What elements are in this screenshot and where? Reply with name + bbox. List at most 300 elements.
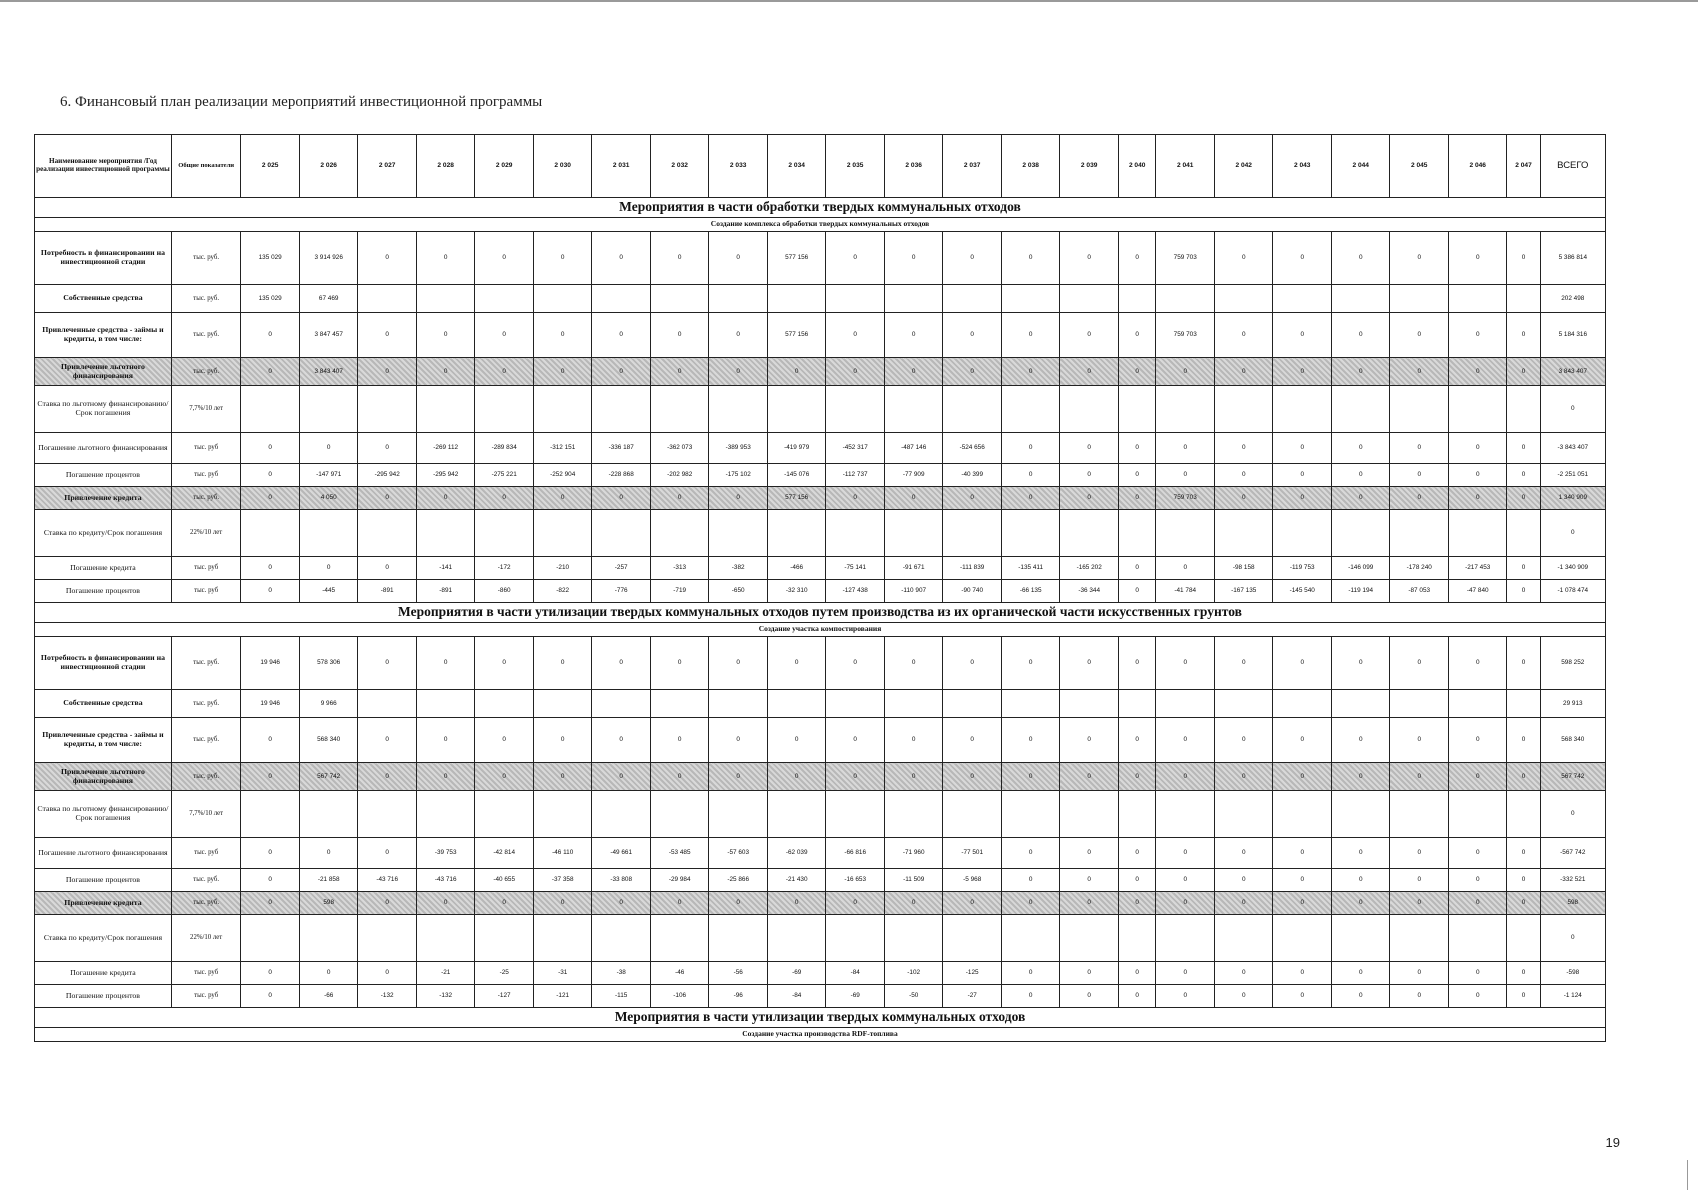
row-value: -31: [533, 962, 592, 985]
row-value: [1156, 386, 1215, 433]
row-value: [475, 386, 534, 433]
row-value: 0: [1118, 985, 1156, 1008]
row-value: 0: [1448, 637, 1507, 690]
row-value: -87 053: [1390, 580, 1449, 603]
row-name: Ставка по кредиту/Срок погашения: [35, 510, 172, 557]
row-value: 0: [709, 637, 768, 690]
row-value: 0: [767, 358, 826, 386]
row-total: 598: [1540, 892, 1605, 915]
row-value: 0: [1118, 313, 1156, 358]
row-value: 67 469: [299, 285, 358, 313]
row-value: 0: [241, 433, 300, 464]
subsection-title: Создание комплекса обработки твердых коммунальных отходов: [35, 218, 1606, 232]
row-total: -1 124: [1540, 985, 1605, 1008]
row-value: 567 742: [299, 763, 358, 791]
row-value: -115: [592, 985, 651, 1008]
row-value: 0: [592, 892, 651, 915]
row-value: 0: [1507, 433, 1540, 464]
section-row: [35, 603, 1606, 623]
header-year: 2 046: [1448, 135, 1507, 198]
row-value: 0: [416, 892, 475, 915]
row-value: 0: [358, 358, 417, 386]
row-value: 0: [826, 232, 885, 285]
row-value: 0: [1060, 637, 1119, 690]
row-value: 0: [241, 869, 300, 892]
row-value: [592, 386, 651, 433]
row-value: 0: [1273, 838, 1332, 869]
row-value: 568 340: [299, 718, 358, 763]
row-unit: тыс. руб: [171, 985, 241, 1008]
row-value: 0: [592, 313, 651, 358]
row-value: 0: [943, 232, 1002, 285]
row-value: -75 141: [826, 557, 885, 580]
row-value: 0: [1390, 464, 1449, 487]
row-value: [1507, 386, 1540, 433]
row-value: -650: [709, 580, 768, 603]
row-value: 0: [884, 718, 943, 763]
row-value: [1156, 690, 1215, 718]
row-value: 0: [943, 637, 1002, 690]
row-value: 0: [592, 718, 651, 763]
row-value: 0: [650, 487, 709, 510]
row-value: [826, 690, 885, 718]
row-total: 568 340: [1540, 718, 1605, 763]
row-value: 0: [1156, 557, 1215, 580]
row-value: 0: [241, 962, 300, 985]
row-value: [709, 510, 768, 557]
row-value: 0: [1001, 464, 1060, 487]
row-value: [943, 386, 1002, 433]
row-total: 1 340 909: [1540, 487, 1605, 510]
row-total: 3 843 407: [1540, 358, 1605, 386]
row-unit: 22%/10 лет: [171, 510, 241, 557]
row-value: 3 914 926: [299, 232, 358, 285]
header-general: Общие показатели: [171, 135, 241, 198]
header-year: 2 033: [709, 135, 768, 198]
row-name: Погашение процентов: [35, 869, 172, 892]
row-value: 0: [241, 763, 300, 791]
row-value: 0: [475, 763, 534, 791]
row-value: 0: [650, 637, 709, 690]
row-value: 0: [1390, 487, 1449, 510]
row-value: 0: [709, 763, 768, 791]
row-value: -21: [416, 962, 475, 985]
row-value: 0: [358, 763, 417, 791]
row-total: 567 742: [1540, 763, 1605, 791]
row-value: -33 808: [592, 869, 651, 892]
row-value: [1118, 510, 1156, 557]
row-value: [709, 915, 768, 962]
row-value: 0: [650, 232, 709, 285]
row-name: Потребность в финансировании на инвестиционной стадии: [35, 637, 172, 690]
table-row: [35, 464, 1606, 487]
row-value: -524 656: [943, 433, 1002, 464]
row-value: 0: [943, 313, 1002, 358]
row-value: [533, 690, 592, 718]
row-value: 0: [884, 358, 943, 386]
row-value: 0: [767, 718, 826, 763]
row-value: 0: [1001, 869, 1060, 892]
row-value: 0: [709, 313, 768, 358]
row-value: 0: [943, 892, 1002, 915]
row-value: -145 076: [767, 464, 826, 487]
row-value: [767, 791, 826, 838]
row-value: 0: [533, 232, 592, 285]
row-value: [1001, 386, 1060, 433]
section-title: Мероприятия в части обработки твердых коммунальных отходов: [35, 198, 1606, 218]
row-value: [1001, 510, 1060, 557]
row-value: [358, 915, 417, 962]
row-value: [1060, 690, 1119, 718]
table-row: [35, 637, 1606, 690]
header-year: 2 042: [1214, 135, 1273, 198]
row-value: 0: [1001, 985, 1060, 1008]
table-row: [35, 232, 1606, 285]
row-value: [767, 285, 826, 313]
row-value: -36 344: [1060, 580, 1119, 603]
row-value: [1118, 915, 1156, 962]
row-value: 0: [943, 487, 1002, 510]
row-value: 0: [1001, 433, 1060, 464]
row-value: 0: [650, 718, 709, 763]
row-value: 0: [1507, 718, 1540, 763]
row-value: 0: [1331, 487, 1390, 510]
table-row: [35, 487, 1606, 510]
header-year: 2 038: [1001, 135, 1060, 198]
row-value: 0: [1273, 313, 1332, 358]
row-value: [826, 386, 885, 433]
row-value: -32 310: [767, 580, 826, 603]
row-total: 0: [1540, 915, 1605, 962]
row-unit: тыс. руб.: [171, 358, 241, 386]
row-value: [1001, 915, 1060, 962]
row-total: 0: [1540, 510, 1605, 557]
row-value: [1214, 285, 1273, 313]
row-value: 0: [358, 433, 417, 464]
row-value: 0: [884, 637, 943, 690]
row-value: [943, 791, 1002, 838]
row-value: -217 453: [1448, 557, 1507, 580]
row-value: -90 740: [943, 580, 1002, 603]
row-value: [1390, 915, 1449, 962]
table-row: [35, 690, 1606, 718]
row-value: 0: [1060, 763, 1119, 791]
row-value: -39 753: [416, 838, 475, 869]
row-value: [299, 510, 358, 557]
row-value: -84: [826, 962, 885, 985]
table-row: [35, 580, 1606, 603]
row-value: [709, 690, 768, 718]
row-value: 0: [1331, 962, 1390, 985]
row-value: 0: [416, 358, 475, 386]
row-value: 0: [1507, 985, 1540, 1008]
row-value: [592, 510, 651, 557]
row-value: 0: [1156, 869, 1215, 892]
row-value: [1507, 510, 1540, 557]
row-value: 0: [299, 557, 358, 580]
row-value: [416, 285, 475, 313]
row-value: [592, 915, 651, 962]
row-value: 0: [1118, 962, 1156, 985]
row-value: 0: [1507, 838, 1540, 869]
row-value: 0: [1448, 313, 1507, 358]
row-value: [884, 285, 943, 313]
row-value: [475, 690, 534, 718]
row-unit: тыс. руб: [171, 433, 241, 464]
header-year: 2 025: [241, 135, 300, 198]
row-value: -77 909: [884, 464, 943, 487]
header-year: 2 028: [416, 135, 475, 198]
row-value: -135 411: [1001, 557, 1060, 580]
row-name: Привлечение льготного финансирования: [35, 358, 172, 386]
row-value: [299, 915, 358, 962]
row-value: 0: [416, 718, 475, 763]
row-value: [1118, 285, 1156, 313]
row-value: -165 202: [1060, 557, 1119, 580]
row-value: 0: [1060, 232, 1119, 285]
row-value: 0: [1060, 313, 1119, 358]
row-value: 135 029: [241, 232, 300, 285]
row-value: 0: [1390, 869, 1449, 892]
row-total: -1 340 909: [1540, 557, 1605, 580]
row-value: 0: [1390, 358, 1449, 386]
row-value: 0: [1156, 433, 1215, 464]
row-value: 0: [1118, 838, 1156, 869]
table-row: [35, 892, 1606, 915]
row-value: 0: [241, 313, 300, 358]
row-value: 0: [1331, 464, 1390, 487]
row-value: -40 655: [475, 869, 534, 892]
table-row: [35, 358, 1606, 386]
row-value: 0: [767, 892, 826, 915]
row-value: 0: [1448, 763, 1507, 791]
row-value: [767, 510, 826, 557]
row-total: 29 913: [1540, 690, 1605, 718]
row-value: -445: [299, 580, 358, 603]
row-name: Погашение кредита: [35, 962, 172, 985]
row-value: 0: [826, 763, 885, 791]
row-value: -112 737: [826, 464, 885, 487]
row-value: [592, 791, 651, 838]
row-value: [1214, 386, 1273, 433]
row-value: [767, 915, 826, 962]
row-value: 0: [1273, 464, 1332, 487]
row-value: 0: [1273, 487, 1332, 510]
row-value: 0: [1448, 433, 1507, 464]
table-row: [35, 313, 1606, 358]
row-value: -172: [475, 557, 534, 580]
row-value: 0: [1331, 763, 1390, 791]
row-value: 0: [1214, 487, 1273, 510]
row-value: 0: [241, 358, 300, 386]
row-value: -295 942: [416, 464, 475, 487]
row-value: [1118, 791, 1156, 838]
row-value: -37 358: [533, 869, 592, 892]
row-value: 0: [1273, 892, 1332, 915]
row-value: [826, 915, 885, 962]
row-value: 0: [1507, 580, 1540, 603]
row-value: [358, 690, 417, 718]
row-value: 0: [943, 718, 1002, 763]
row-value: -860: [475, 580, 534, 603]
row-value: [826, 285, 885, 313]
row-value: -71 960: [884, 838, 943, 869]
row-value: 0: [358, 487, 417, 510]
row-value: 0: [358, 232, 417, 285]
row-value: 0: [1118, 433, 1156, 464]
row-value: 0: [1390, 718, 1449, 763]
header-year: 2 027: [358, 135, 417, 198]
row-value: -29 984: [650, 869, 709, 892]
row-value: -40 399: [943, 464, 1002, 487]
row-total: 202 498: [1540, 285, 1605, 313]
row-value: 0: [1448, 718, 1507, 763]
row-value: 0: [241, 487, 300, 510]
row-value: 0: [826, 892, 885, 915]
row-value: 0: [943, 358, 1002, 386]
row-value: -289 834: [475, 433, 534, 464]
row-value: [533, 285, 592, 313]
row-value: [1214, 791, 1273, 838]
row-value: -110 907: [884, 580, 943, 603]
row-value: 0: [1507, 962, 1540, 985]
row-value: -11 509: [884, 869, 943, 892]
row-unit: тыс. руб.: [171, 763, 241, 791]
row-value: 9 966: [299, 690, 358, 718]
row-value: 0: [826, 313, 885, 358]
table-row: [35, 285, 1606, 313]
row-value: 0: [1390, 763, 1449, 791]
row-value: 0: [241, 892, 300, 915]
row-value: 0: [1331, 358, 1390, 386]
row-value: 0: [358, 637, 417, 690]
row-value: [1214, 915, 1273, 962]
row-name: Собственные средства: [35, 690, 172, 718]
row-value: [241, 510, 300, 557]
row-value: 0: [1118, 637, 1156, 690]
row-value: -312 151: [533, 433, 592, 464]
row-value: 0: [1060, 962, 1119, 985]
row-value: [884, 510, 943, 557]
row-value: -66: [299, 985, 358, 1008]
row-total: 0: [1540, 386, 1605, 433]
row-value: [1331, 791, 1390, 838]
row-name: Ставка по льготному финансированию/Срок погашения: [35, 386, 172, 433]
row-value: 0: [1214, 763, 1273, 791]
table-row: [35, 838, 1606, 869]
row-value: 0: [592, 637, 651, 690]
row-value: 0: [592, 763, 651, 791]
row-value: -275 221: [475, 464, 534, 487]
row-value: 0: [709, 718, 768, 763]
row-unit: тыс. руб.: [171, 869, 241, 892]
row-value: [1273, 510, 1332, 557]
row-value: 0: [1507, 869, 1540, 892]
row-unit: тыс. руб.: [171, 487, 241, 510]
table-row: [35, 915, 1606, 962]
row-value: 0: [1507, 487, 1540, 510]
row-value: 0: [1273, 869, 1332, 892]
row-value: 0: [1001, 313, 1060, 358]
row-value: 0: [650, 313, 709, 358]
row-value: [1060, 915, 1119, 962]
row-unit: тыс. руб.: [171, 892, 241, 915]
row-value: [1507, 915, 1540, 962]
row-total: -3 843 407: [1540, 433, 1605, 464]
row-value: -125: [943, 962, 1002, 985]
row-name: Привлеченные средства - займы и кредиты, в том числе:: [35, 313, 172, 358]
row-value: -56: [709, 962, 768, 985]
header-year: 2 029: [475, 135, 534, 198]
row-value: 0: [1214, 985, 1273, 1008]
header-total: ВСЕГО: [1540, 135, 1605, 198]
row-value: -16 653: [826, 869, 885, 892]
row-value: 0: [1390, 232, 1449, 285]
row-value: -98 158: [1214, 557, 1273, 580]
row-value: 0: [1118, 869, 1156, 892]
table-header-row: [35, 135, 1606, 198]
row-value: [650, 915, 709, 962]
row-value: [416, 510, 475, 557]
row-value: 0: [416, 313, 475, 358]
row-value: 0: [1507, 557, 1540, 580]
row-value: 0: [1507, 358, 1540, 386]
row-value: -121: [533, 985, 592, 1008]
row-value: 0: [1331, 433, 1390, 464]
row-value: 0: [1390, 892, 1449, 915]
row-value: [1507, 791, 1540, 838]
row-value: [241, 915, 300, 962]
row-total: 5 184 316: [1540, 313, 1605, 358]
row-value: [1448, 915, 1507, 962]
row-value: [592, 285, 651, 313]
row-value: 0: [1214, 313, 1273, 358]
row-value: [943, 285, 1002, 313]
row-value: 0: [1448, 985, 1507, 1008]
row-value: [358, 791, 417, 838]
row-value: -295 942: [358, 464, 417, 487]
row-value: -66 135: [1001, 580, 1060, 603]
row-value: -145 540: [1273, 580, 1332, 603]
row-value: -167 135: [1214, 580, 1273, 603]
header-year: 2 039: [1060, 135, 1119, 198]
row-value: 0: [884, 763, 943, 791]
row-value: 0: [475, 637, 534, 690]
row-value: [1001, 285, 1060, 313]
row-value: [1273, 386, 1332, 433]
row-value: 0: [475, 892, 534, 915]
row-value: [1390, 510, 1449, 557]
row-value: 0: [1273, 985, 1332, 1008]
section-title: Мероприятия в части утилизации твердых коммунальных отходов путем производства из их органической части искусственных грунтов: [35, 603, 1606, 623]
row-value: 3 843 407: [299, 358, 358, 386]
row-value: 0: [709, 232, 768, 285]
row-value: -252 904: [533, 464, 592, 487]
row-value: -362 073: [650, 433, 709, 464]
row-value: 0: [1273, 232, 1332, 285]
row-value: 0: [241, 838, 300, 869]
row-value: [358, 285, 417, 313]
row-value: 0: [1390, 637, 1449, 690]
table-row: [35, 763, 1606, 791]
row-value: 0: [1507, 464, 1540, 487]
row-value: [299, 386, 358, 433]
row-value: [299, 791, 358, 838]
row-value: 0: [1448, 487, 1507, 510]
row-name: Погашение процентов: [35, 985, 172, 1008]
row-value: 19 946: [241, 690, 300, 718]
row-value: 0: [533, 892, 592, 915]
